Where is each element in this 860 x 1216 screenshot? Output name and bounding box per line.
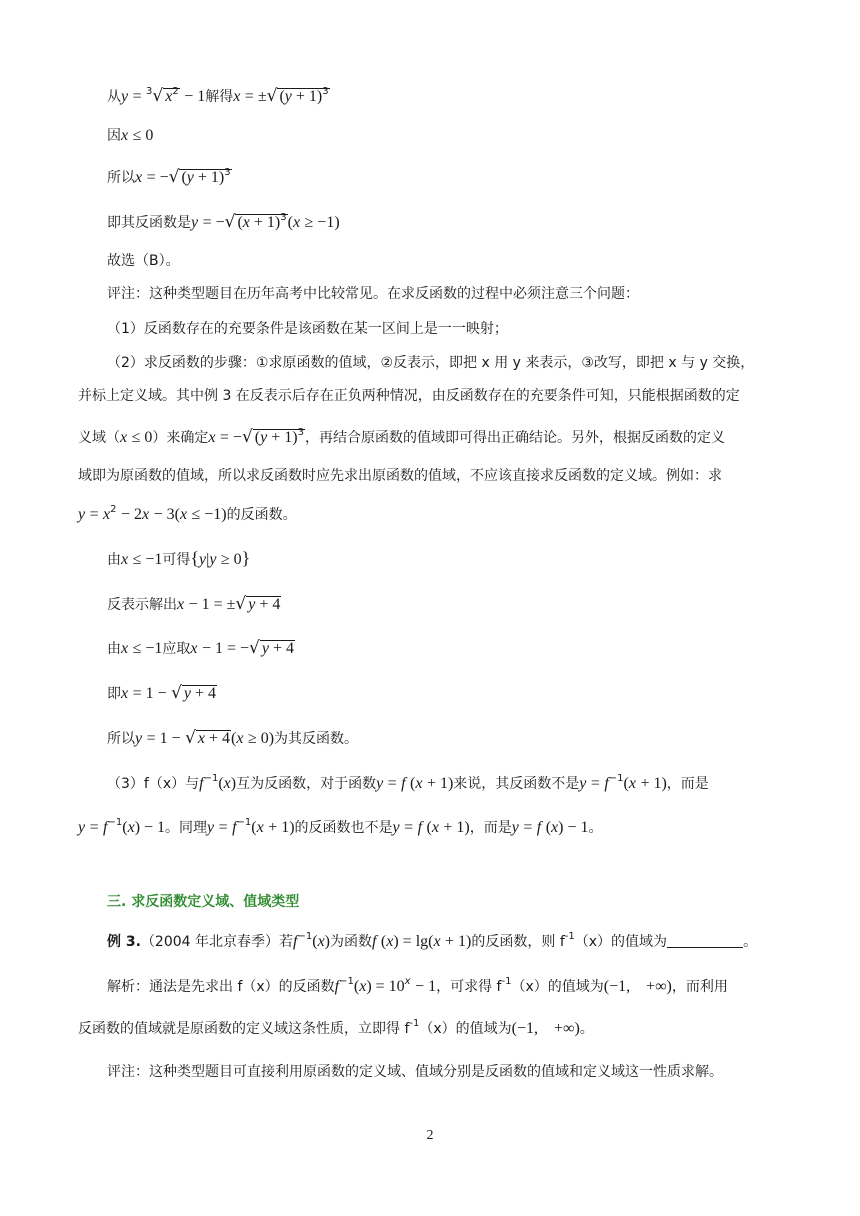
line-because: 因x ≤ 0 [107, 127, 154, 144]
step-result: 所以y = 1 − √ x + 4(x ≥ 0)为其反函数。 [107, 728, 359, 748]
item-2-line-3: 义域（x ≤ 0）来确定x = −√ $(y + 1)^3$，再结合原函数的值域即可得出正确结论。另外，根据反函数的定义 [78, 427, 725, 447]
analysis-line-2: 反函数的值域就是原函数的定义域这条性质，立即得 $f^{-1}(x)$的值域为(−1, +∞)。 [78, 1018, 594, 1037]
formula: y [121, 88, 129, 105]
line-so: 所以x = −√ $(y + 1)^3$ [107, 167, 231, 187]
comment-1: 评注：这种类型题目在历年高考中比较常见。在求反函数的过程中必须注意三个问题： [107, 286, 639, 302]
page-number: 2 [426, 1128, 434, 1143]
item-3-line-1: （3）f（x）与$f^{-1}(x)$互为反函数，对于函数y = f (x + 1)来说，其反函数不是$y = f^{-1}(x + 1)$，而是 [107, 773, 709, 792]
item-2-line-1: （2）求反函数的步骤：①求原函数的值域，②反表示，即把 x 用 y 来表示，③改写，即把 x 与 y 交换， [107, 355, 755, 371]
comment-2: 评注：这种类型题目可直接利用原函数的定义域、值域分别是反函数的值域和定义域这一性质求解。 [107, 1064, 723, 1080]
section-heading: 三. 求反函数定义域、值域类型 [107, 894, 300, 910]
line-choose: 故选（B）。 [107, 253, 180, 269]
line-inverse-is: 即其反函数是y = −√ $(x + 1)^3(x \ge -1)$ [107, 212, 340, 232]
answer-blank [667, 933, 743, 948]
item-3-line-2: $y = f^{-1}(x) - 1$。同理$y = f^{-1}(x + 1)$的反函数也不是y = f (x + 1)，而是y = f (x) − 1。 [78, 817, 603, 836]
step-namely: 即x = 1 − √ y + 4 [107, 683, 217, 703]
item-1: （1）反函数存在的充要条件是该函数在某一区间上是一一映射； [107, 321, 508, 337]
item-2-line-5: $y = x^2 - 2x - 3(x \le -1)$的反函数。 [78, 504, 297, 523]
line-from: 从y = $^3$√ $x^2 - 1$解得x = ±√ $(y + 1)^3$ [107, 86, 329, 106]
item-2-line-2: 并标上定义域。其中例 3 在反表示后存在正负两种情况，由反函数存在的充要条件可知，只能根据函数的定 [78, 388, 740, 404]
step-choose: 由x ≤ −1应取x − 1 = −√ y + 4 [107, 638, 294, 658]
analysis-line-1: 解析：通法是先求出 f（x）的反函数$f^{-1}(x) = 10^x - 1$，可求得 $f^{-1}(x)$的值域为(−1, +∞)，而利用 [107, 976, 728, 995]
step-solve: 反表示解出x − 1 = ±√ y + 4 [107, 594, 281, 614]
step-domain: 由x ≤ −1可得{y|y ≥ 0} [107, 548, 251, 568]
item-2-line-4: 域即为原函数的值域，所以求反函数时应先求出原函数的值域，不应该直接求反函数的定义域。例如：求 [78, 468, 722, 484]
example-3: 例 3.（2004 年北京春季）若$f^{-1}(x)$为函数f (x) = lg(x + 1)的反函数，则 $f^{-1}(x)$的值域为 。 [107, 931, 758, 950]
